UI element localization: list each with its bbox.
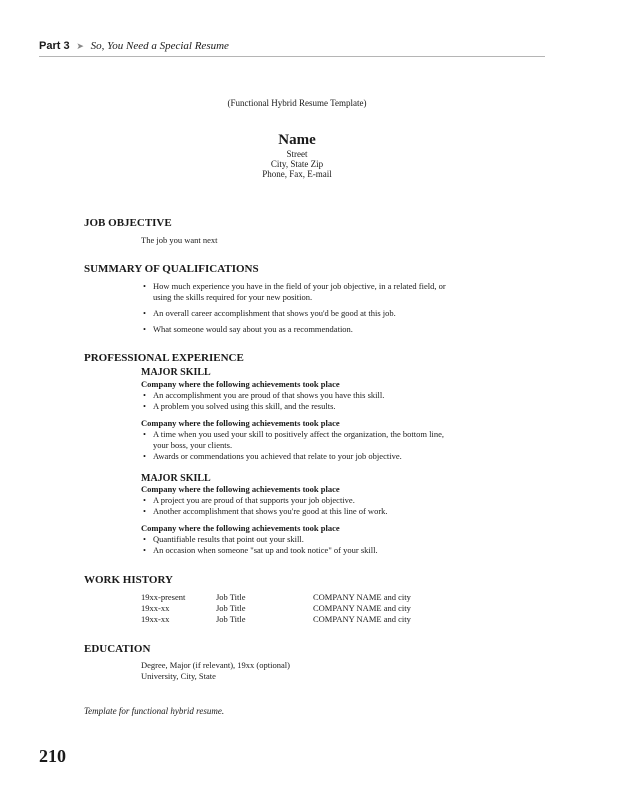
job-title-cell: Job Title [216,603,246,613]
phone-fax-email-line: Phone, Fax, E-mail [262,169,332,179]
list-item: • An overall career accomplishment that shows you'd be good at this job. [141,308,446,319]
header-divider [39,56,545,57]
street-line: Street [286,149,308,159]
summary-heading: SUMMARY OF QUALIFICATIONS [84,263,259,275]
company-cell: COMPANY NAME and city [313,592,411,602]
page-number: 210 [39,746,66,766]
major-skill-label: MAJOR SKILL [141,473,211,484]
company-label: Company where the following achievements took place [141,418,340,428]
list-item: • Quantifiable results that point out your skill. [141,534,378,545]
list-item: • A time when you used your skill to positively affect the organization, the bottom line, your boss, your clients. [141,429,444,451]
company-label: Company where the following achievements took place [141,484,340,494]
achievement-list [141,390,384,412]
company-label: Company where the following achievements took place [141,379,340,389]
figure-caption: Template for functional hybrid resume. [84,706,225,716]
part-label: Part 3 [39,40,70,52]
list-item: • How much experience you have in the field of your job objective, in a related field, or using the skills required for your new position. [141,281,446,303]
dates-cell: 19xx-present [141,592,186,602]
job-title-cell: Job Title [216,592,246,602]
list-item: • A problem you solved using this skill, and the results. [141,401,384,412]
summary-list [141,281,446,335]
experience-heading: PROFESSIONAL EXPERIENCE [84,352,244,364]
arrow-icon: ➤ [76,41,84,51]
section-title: So, You Need a Special Resume [90,40,229,52]
objective-text: The job you want next [141,235,218,245]
dates-cell: 19xx-xx [141,614,170,624]
achievement-list [141,534,378,556]
university-line: University, City, State [141,671,216,681]
achievement-list [141,495,388,517]
objective-heading: JOB OBJECTIVE [84,217,172,229]
running-header [39,40,229,52]
list-item: • A project you are proud of that supports your job objective. [141,495,388,506]
dates-cell: 19xx-xx [141,603,170,613]
contact-block [0,132,594,179]
degree-line: Degree, Major (if relevant), 19xx (optional) [141,660,290,670]
city-state-zip-line: City, State Zip [270,159,324,169]
company-cell: COMPANY NAME and city [313,603,411,613]
company-cell: COMPANY NAME and city [313,614,411,624]
company-label: Company where the following achievements took place [141,523,340,533]
major-skill-label: MAJOR SKILL [141,367,211,378]
list-item: • An accomplishment you are proud of that shows you have this skill. [141,390,384,401]
list-item: • What someone would say about you as a recommendation. [141,324,446,335]
list-item: • Another accomplishment that shows you're good at this line of work. [141,506,388,517]
resume-name: Name [278,132,316,148]
list-item: • Awards or commendations you achieved that relate to your job objective. [141,451,444,462]
education-heading: EDUCATION [84,643,151,655]
list-item: • An occasion when someone "sat up and took notice" of your skill. [141,545,378,556]
achievement-list [141,429,444,462]
template-title: (Functional Hybrid Resume Template) [227,98,367,108]
job-title-cell: Job Title [216,614,246,624]
work-history-heading: WORK HISTORY [84,574,173,586]
